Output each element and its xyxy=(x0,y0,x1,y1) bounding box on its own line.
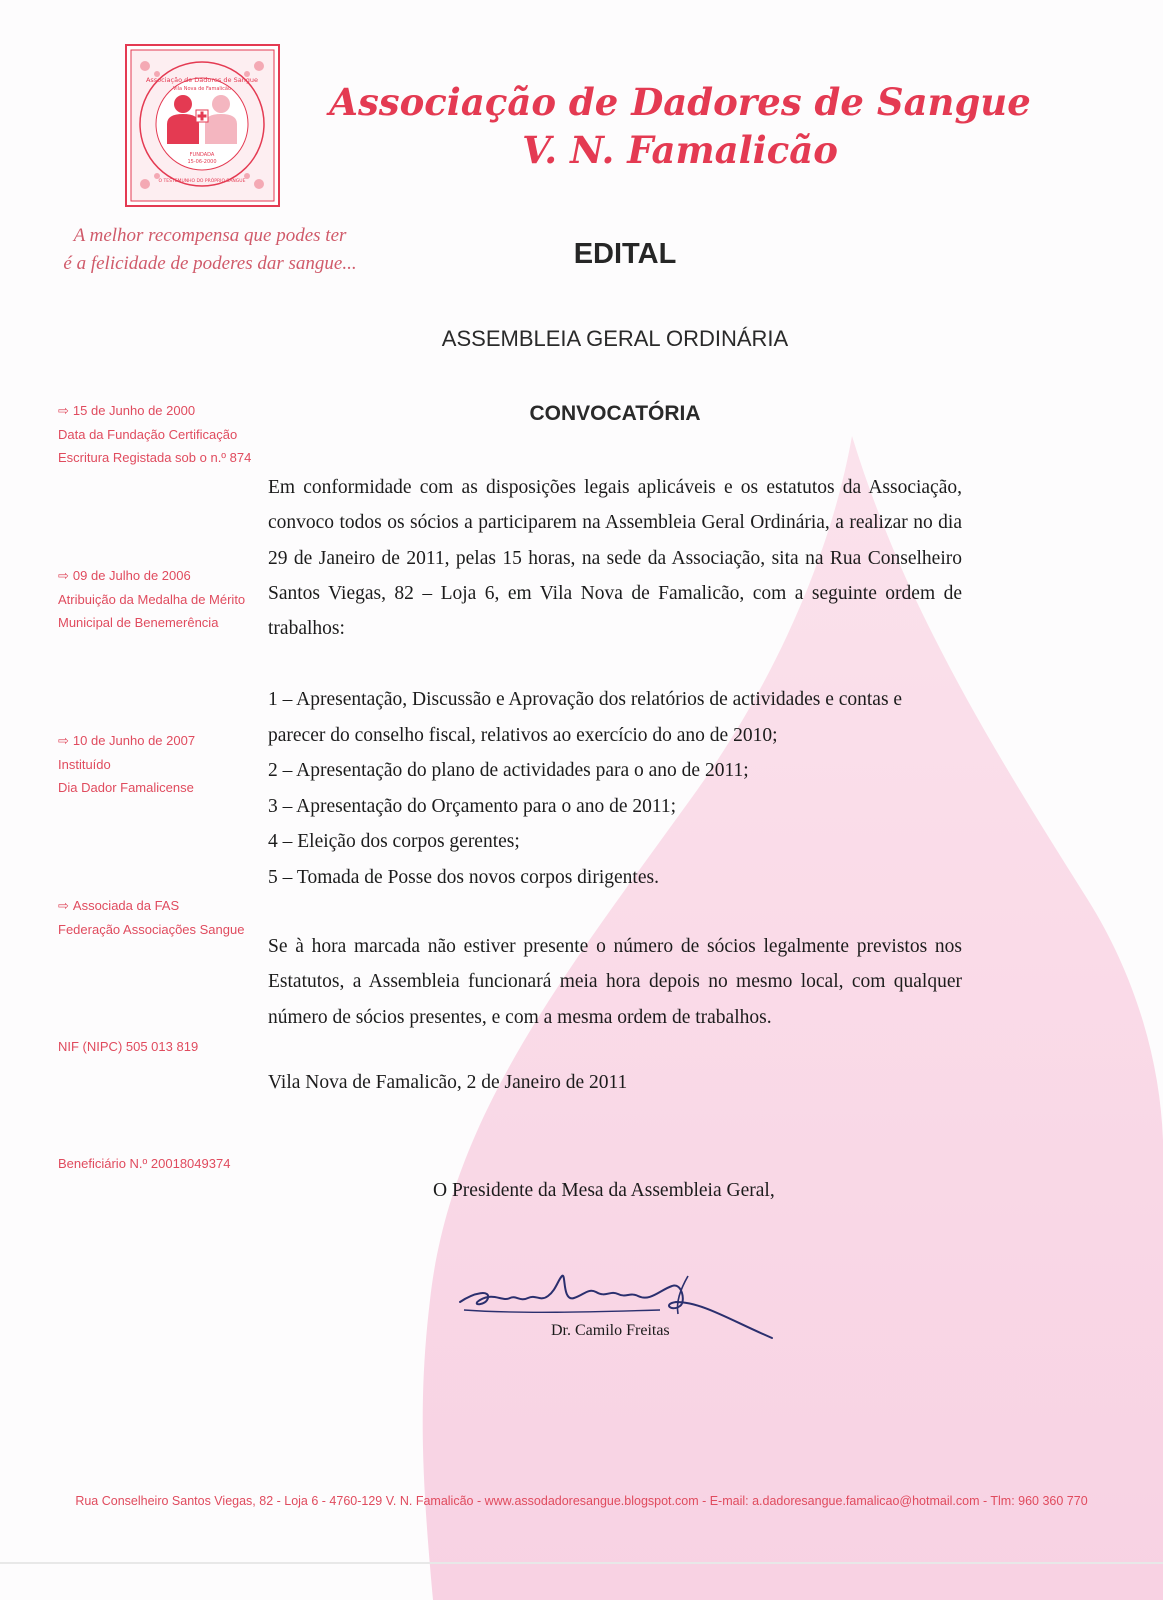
arrow-right-icon: ⇨ xyxy=(58,898,69,913)
logo-date-value: 15-06-2000 xyxy=(187,159,217,165)
sidebar-line: Data da Fundação Certificação xyxy=(58,426,238,442)
sidebar-line: Federação Associações Sangue xyxy=(58,921,245,937)
sidebar-item-fas xyxy=(58,894,288,941)
place-date: Vila Nova de Famalicão, 2 de Janeiro de 2011 xyxy=(268,1072,628,1093)
motto-line1: A melhor recompensa que podes ter xyxy=(73,225,347,246)
sidebar-line: Dia Dador Famalicense xyxy=(58,780,194,795)
footer-contact: Rua Conselheiro Santos Viegas, 82 - Loja 6 - 4760-129 V. N. Famalicão - www.assodadoresangue.blogspot.com - E-mail: a.dadoresangue.famalicao@hotmail.com - Tlm: 960 360 770 xyxy=(75,1494,1088,1508)
sidebar-line: Beneficiário N.º 20018049374 xyxy=(58,1156,231,1171)
heading-assembly: ASSEMBLEIA GERAL ORDINÁRIA xyxy=(441,326,789,351)
agenda-item: 3 – Apresentação do Orçamento para o ano de 2011; xyxy=(268,795,677,817)
sidebar-line: Municipal de Benemerência xyxy=(58,615,219,630)
association-logo xyxy=(125,44,280,207)
motto xyxy=(40,222,380,278)
agenda-list xyxy=(268,682,968,895)
sidebar-line: Escritura Registada sob o n.º 874 xyxy=(58,450,252,465)
heading-edital: EDITAL xyxy=(573,238,677,270)
intro-paragraph: Em conformidade com as disposições legais aplicáveis e os estatutos da Associação, convoco todos os sócios a participarem na Assembleia Geral Ordinária, a realizar no dia 29 de Janeiro de 2011, pelas 15 horas, na sede da Associação, sita na Rua Conselheiro Santos Viegas, 82 – Loja 6, em Vila Nova de Famalicão, com a seguinte ordem de trabalhos: xyxy=(268,477,962,640)
cross-icon xyxy=(196,110,208,122)
logo-ring-text-top: Associação de Dadores de Sangue xyxy=(145,76,259,84)
agenda-item: 5 – Tomada de Posse dos novos corpos dirigentes. xyxy=(268,866,659,888)
sidebar-line: 15 de Junho de 2000 xyxy=(72,403,196,418)
sidebar-line: Instituído xyxy=(58,756,111,772)
agenda-item: 1 – Apresentação, Discussão e Aprovação dos relatórios de actividades e contas e xyxy=(268,689,903,710)
logo-ring-text-bottom: O TESTEMUNHO DO PRÓPRIO SANGUE xyxy=(158,179,246,184)
sidebar-line: 09 de Julho de 2006 xyxy=(72,568,191,583)
arrow-right-icon: ⇨ xyxy=(58,733,69,748)
signatory-name: Dr. Camilo Freitas xyxy=(551,1322,670,1339)
logo-ring-text-sub: Vila Nova de Famalicão xyxy=(172,86,232,92)
signatory-title: O Presidente da Mesa da Assembleia Geral, xyxy=(433,1180,775,1201)
sidebar-item-foundation xyxy=(58,399,288,470)
sidebar-line: Associada da FAS xyxy=(72,898,180,913)
quorum-paragraph: Se à hora marcada não estiver presente o número de sócios legalmente previstos nos Estatutos, a Assembleia funcionará meia hora depois no mesmo local, com qualquer número de sócios presentes, e com a mesma ordem de trabalhos. xyxy=(268,936,962,1028)
agenda-item-continuation: parecer do conselho fiscal, relativos ao exercício do ano de 2010; xyxy=(268,724,778,746)
agenda-item: 4 – Eleição dos corpos gerentes; xyxy=(268,831,520,852)
sidebar-line: Atribuição da Medalha de Mérito xyxy=(58,591,246,607)
org-title-line2: V. N. Famalicão xyxy=(522,128,838,172)
org-title xyxy=(320,78,1040,174)
arrow-right-icon: ⇨ xyxy=(58,403,69,418)
sidebar-item-donor-day xyxy=(58,729,288,800)
org-title-line1: Associação de Dadores de Sangue xyxy=(329,80,1031,124)
agenda-item: 2 – Apresentação do plano de actividades para o ano de 2011; xyxy=(268,760,749,781)
bottom-divider xyxy=(0,1562,1163,1564)
sidebar-item-nif xyxy=(58,1035,288,1059)
sidebar-line: NIF (NIPC) 505 013 819 xyxy=(58,1039,199,1054)
motto-line2: é a felicidade de poderes dar sangue... xyxy=(63,253,357,274)
sidebar-item-beneficiary xyxy=(58,1152,288,1176)
heading-convocation: CONVOCATÓRIA xyxy=(529,402,701,425)
sidebar-line: 10 de Junho de 2007 xyxy=(72,733,196,748)
logo-date-label: FUNDADA xyxy=(189,152,215,158)
sidebar-item-medal xyxy=(58,564,288,635)
arrow-right-icon: ⇨ xyxy=(58,568,69,583)
